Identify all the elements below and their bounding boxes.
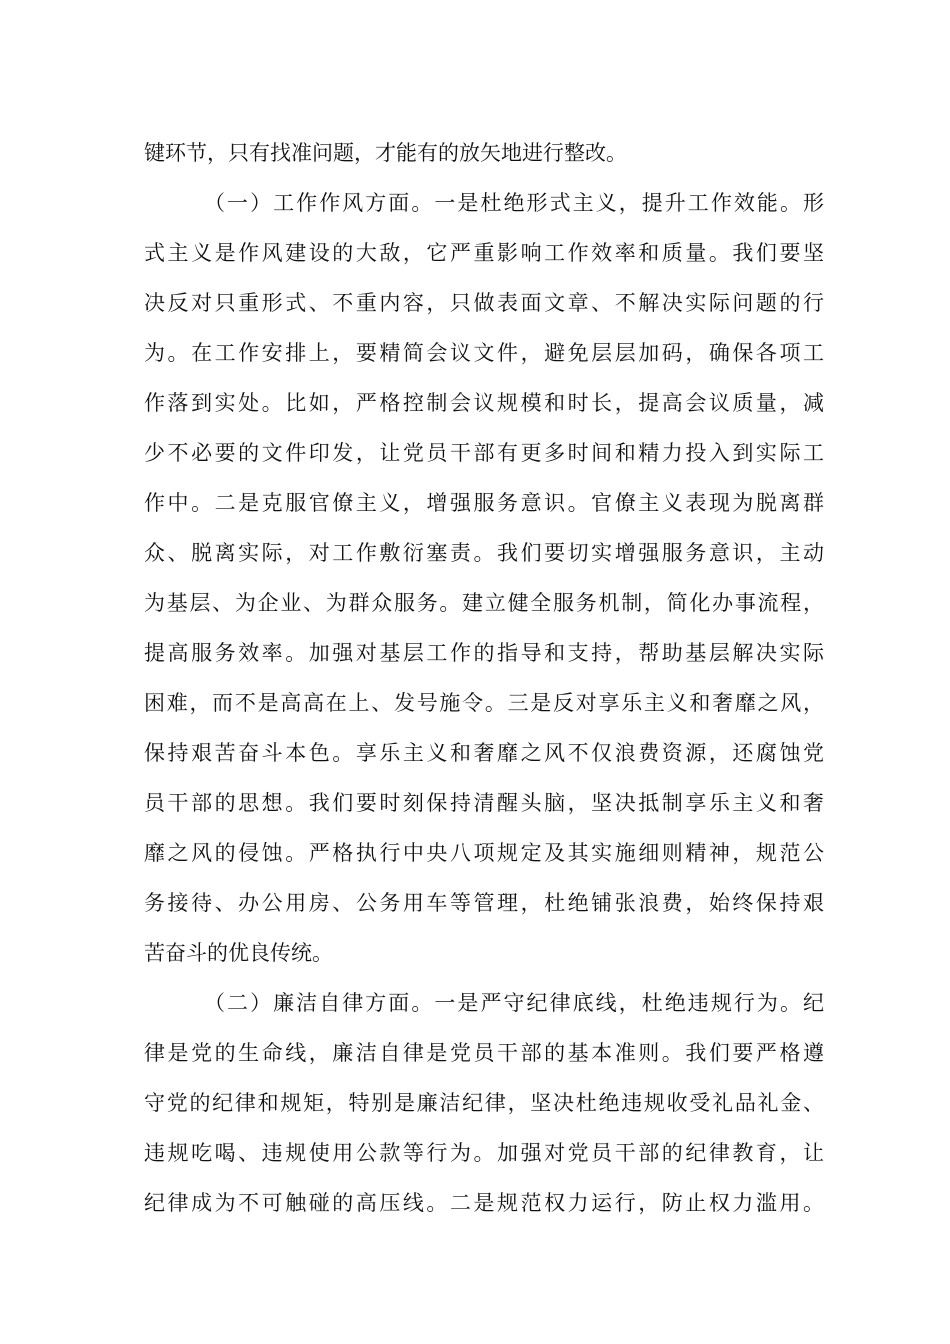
paragraph-1-first-line: （一）工作作风方面。一是杜绝形式主义，提升工作效能。形: [204, 191, 824, 215]
text-line: 作落到实处。比如，严格控制会议规模和时长，提高会议质量，减: [144, 391, 824, 415]
text-line: 少不必要的文件印发，让党员干部有更多时间和精力投入到实际工: [144, 441, 824, 465]
text-line: 律是党的生命线，廉洁自律是党员干部的基本准则。我们要严格遵: [144, 1041, 824, 1065]
text-line: 式主义是作风建设的大敌，它严重影响工作效率和质量。我们要坚: [144, 241, 824, 265]
text-line: 众、脱离实际，对工作敷衍塞责。我们要切实增强服务意识，主动: [144, 541, 824, 565]
text-line: 苦奋斗的优良传统。: [144, 941, 333, 965]
text-line: 为。在工作安排上，要精简会议文件，避免层层加码，确保各项工: [144, 341, 824, 365]
text-line: 违规吃喝、违规使用公款等行为。加强对党员干部的纪律教育，让: [144, 1141, 824, 1165]
text-line: 作中。二是克服官僚主义，增强服务意识。官僚主义表现为脱离群: [144, 491, 824, 515]
text-line: 员干部的思想。我们要时刻保持清醒头脑，坚决抵制享乐主义和奢: [144, 791, 824, 815]
text-line: 守党的纪律和规矩，特别是廉洁纪律，坚决杜绝违规收受礼品礼金、: [144, 1091, 824, 1115]
text-line: 务接待、办公用房、公务用车等管理，杜绝铺张浪费，始终保持艰: [144, 891, 824, 915]
paragraph-2-first-line: （二）廉洁自律方面。一是严守纪律底线，杜绝违规行为。纪: [204, 991, 824, 1015]
text-line: 靡之风的侵蚀。严格执行中央八项规定及其实施细则精神，规范公: [144, 841, 824, 865]
text-line: 决反对只重形式、不重内容，只做表面文章、不解决实际问题的行: [144, 291, 824, 315]
text-line: 保持艰苦奋斗本色。享乐主义和奢靡之风不仅浪费资源，还腐蚀党: [144, 741, 824, 765]
text-line: 困难，而不是高高在上、发号施令。三是反对享乐主义和奢靡之风，: [144, 691, 824, 715]
text-line: 提高服务效率。加强对基层工作的指导和支持，帮助基层解决实际: [144, 641, 824, 665]
text-line: 为基层、为企业、为群众服务。建立健全服务机制，简化办事流程，: [144, 591, 824, 615]
text-line: 纪律成为不可触碰的高压线。二是规范权力运行，防止权力滥用。: [144, 1191, 824, 1215]
text-line: 键环节，只有找准问题，才能有的放矢地进行整改。: [144, 141, 627, 165]
